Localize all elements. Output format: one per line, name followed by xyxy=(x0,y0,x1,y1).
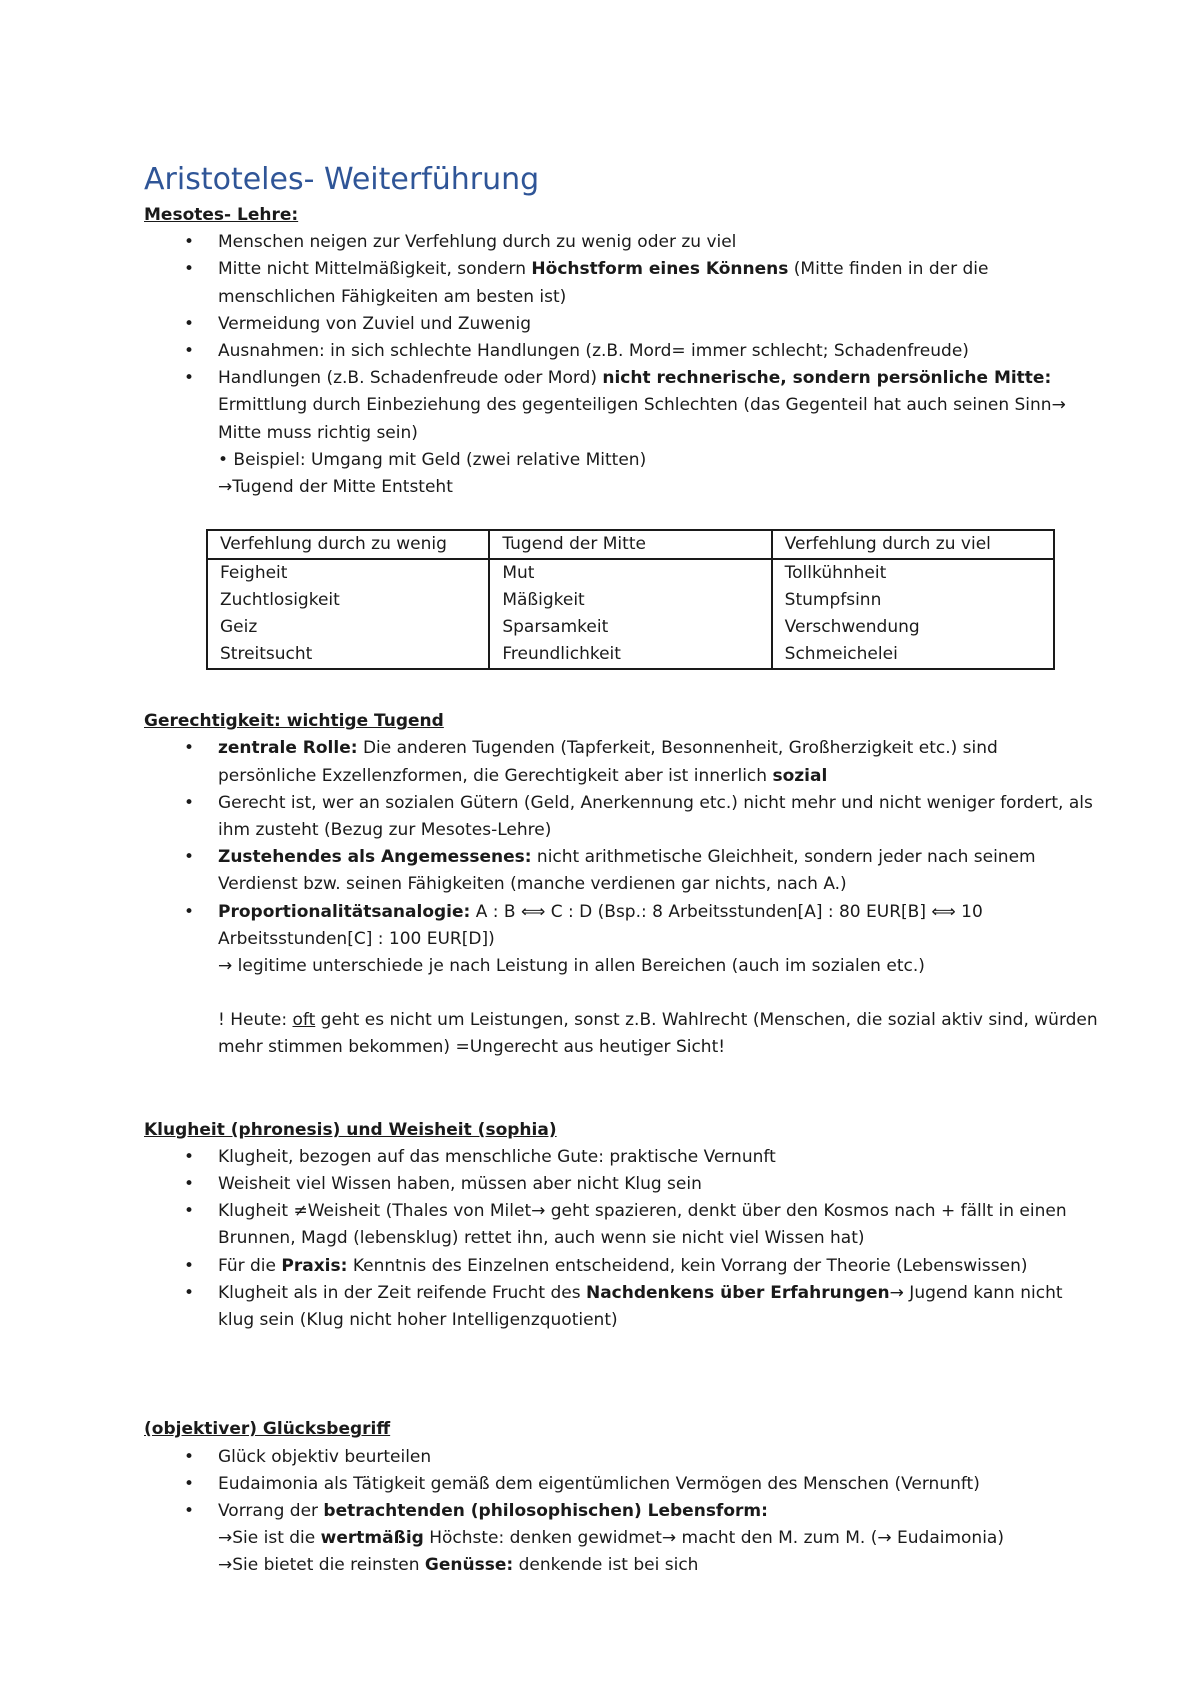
cell-line: Mäßigkeit xyxy=(502,590,585,611)
list-item-text: Die anderen Tugenden (Tapferkeit, Besonnenheit, Großherzigkeit etc.) sind persönliche Exzellenzformen, die Gerechtigkeit aber ist innerlich xyxy=(218,738,998,786)
cell-line: Streitsucht xyxy=(220,644,313,665)
list-item-text: Für die xyxy=(218,1255,282,1276)
cell-line: Zuchtlosigkeit xyxy=(220,590,340,611)
list-item-text: nicht arithmetische Gleichheit, sondern jeder nach seinem Verdienst bzw. seinen Fähigkeiten (manche verdienen gar nichts, nach A.) xyxy=(218,847,1036,895)
bold-text: betrachtenden (philosophischen) Lebensform: xyxy=(323,1500,768,1521)
cell-line: Geiz xyxy=(220,617,258,638)
list-item-text: Gerecht ist, wer an sozialen Gütern (Geld, Anerkennung etc.) nicht mehr und nicht weniger fordert, als ihm zusteht (Bezug zur Mesotes-Lehre) xyxy=(218,792,1093,841)
table-header-row xyxy=(207,530,1054,559)
bold-text: Praxis: xyxy=(281,1255,348,1276)
list-item xyxy=(144,311,1100,338)
bold-text: Höchstform eines Könnens xyxy=(531,259,789,280)
cell-line: Sparsamkeit xyxy=(502,617,609,638)
list-item xyxy=(144,844,1100,898)
bold-text: Zustehendes als Angemessenes: xyxy=(218,847,532,868)
cell-line: Tollkühnheit xyxy=(784,563,887,584)
table-cell xyxy=(772,559,1054,669)
bold-text: Genüsse: xyxy=(424,1555,514,1576)
bold-text: nicht rechnerische, sondern persönliche Mitte: xyxy=(602,368,1052,389)
table-cell xyxy=(207,559,489,669)
list-item-text: Kenntnis des Einzelnen entscheidend, kein Vorrang der Theorie (Lebenswissen) xyxy=(347,1255,1028,1276)
table-row xyxy=(207,559,1054,669)
list-item xyxy=(144,790,1100,844)
list-item-text: Menschen neigen zur Verfehlung durch zu wenig oder zu viel xyxy=(218,232,737,253)
cell-line: Mut xyxy=(502,563,535,584)
section-heading-mesotes: Mesotes- Lehre: xyxy=(144,205,299,225)
list-item-text: Vorrang der xyxy=(218,1500,324,1521)
virtues-table xyxy=(206,529,1055,670)
sub-line: • Beispiel: Umgang mit Geld (zwei relative Mitten) xyxy=(218,449,647,470)
cell-line: Stumpfsinn xyxy=(784,590,882,611)
mesotes-list xyxy=(144,229,1100,501)
list-item-text: A : B ⟺ C : D (Bsp.: 8 Arbeitsstunden[A] : 80 EUR[B] ⟺ 10 Arbeitsstunden[C] : 100 EUR[D]) xyxy=(218,901,983,949)
list-item xyxy=(144,1444,1100,1471)
note-text: ! Heute: xyxy=(218,1010,293,1031)
bold-text: wertmäßig xyxy=(320,1528,424,1549)
klugheit-list xyxy=(144,1144,1100,1334)
sub-line xyxy=(218,1525,1100,1552)
list-item xyxy=(144,735,1100,789)
document-title: Aristoteles- Weiterführung xyxy=(144,162,540,197)
list-item xyxy=(144,1498,1100,1580)
sub-text: Höchste: denken gewidmet→ macht den M. zum M. (→ Eudaimonia) xyxy=(423,1528,1004,1549)
list-item xyxy=(144,229,1100,256)
list-item-text: Ausnahmen: in sich schlechte Handlungen (z.B. Mord= immer schlecht; Schadenfreude) xyxy=(218,341,969,362)
glueck-list xyxy=(144,1444,1100,1580)
bold-text: sozial xyxy=(772,765,828,786)
list-item-text: Ermittlung durch Einbeziehung des gegenteiligen Schlechten (das Gegenteil hat auch seinen Sinn xyxy=(218,395,1052,416)
sub-line: →Tugend der Mitte Entsteht xyxy=(218,477,453,498)
section-heading-gluecksbegriff: (objektiver) Glücksbegriff xyxy=(144,1419,391,1440)
list-item xyxy=(144,1198,1100,1252)
list-item xyxy=(144,899,1100,1062)
section-heading-gerechtigkeit: Gerechtigkeit: wichtige Tugend xyxy=(144,711,444,732)
list-item-text: Handlungen (z.B. Schadenfreude oder Mord) xyxy=(218,368,603,389)
gerechtigkeit-list xyxy=(144,735,1100,1061)
cell-line: Schmeichelei xyxy=(784,644,898,665)
sub-line xyxy=(218,1552,1100,1579)
table-header: Verfehlung durch zu viel xyxy=(772,530,1054,559)
cell-line: Feigheit xyxy=(220,563,288,584)
list-item-text: Vermeidung von Zuviel und Zuwenig xyxy=(218,313,531,334)
sub-text: →Sie bietet die reinsten xyxy=(218,1555,425,1576)
list-item xyxy=(144,256,1100,310)
sub-text: →Sie ist die xyxy=(218,1528,321,1549)
section-heading-klugheit: Klugheit (phronesis) und Weisheit (sophia) xyxy=(144,1119,557,1140)
list-item xyxy=(144,1280,1100,1334)
bold-text: Proportionalitätsanalogie: xyxy=(218,901,471,922)
list-item xyxy=(144,1144,1100,1171)
list-item-text: Klugheit ≠Weisheit (Thales von Milet→ geht spazieren, denkt über den Kosmos nach + fällt in einen Brunnen, Magd (lebensklug) rettet ihn, auch wenn sie nicht viel Wissen hat) xyxy=(218,1201,1067,1249)
cell-line: Verschwendung xyxy=(784,617,920,638)
note-text: geht es nicht um Leistungen, sonst z.B. Wahlrecht (Menschen, die sozial aktiv sind, würden mehr stimmen bekommen) =Ungerecht aus heutiger Sicht! xyxy=(218,1010,1098,1058)
list-item xyxy=(144,365,1100,501)
list-item-text: (Mitte finden in der die menschlichen Fähigkeiten am besten ist) xyxy=(218,259,989,307)
list-item-text: Klugheit, bezogen auf das menschliche Gute: praktische Vernunft xyxy=(218,1146,776,1167)
list-item-text: Eudaimonia als Tätigkeit gemäß dem eigentümlichen Vermögen des Menschen (Vernunft) xyxy=(218,1473,980,1494)
list-item xyxy=(144,1471,1100,1498)
list-item-text: → Mitte muss richtig sein) xyxy=(218,395,1066,443)
list-item xyxy=(144,1171,1100,1198)
list-item xyxy=(144,338,1100,365)
note-line xyxy=(218,1007,1100,1061)
sub-line: → legitime unterschiede je nach Leistung in allen Bereichen (auch im sozialen etc.) xyxy=(218,956,925,977)
list-item xyxy=(144,1253,1100,1280)
cell-line: Freundlichkeit xyxy=(502,644,621,665)
sub-text: denkende ist bei sich xyxy=(513,1555,699,1576)
underlined-text: oft xyxy=(292,1010,316,1031)
table-header: Verfehlung durch zu wenig xyxy=(207,530,489,559)
list-item-text: → Jugend kann nicht klug sein (Klug nicht hoher Intelligenzquotient) xyxy=(218,1282,1063,1331)
bold-text: zentrale Rolle: xyxy=(218,738,358,759)
list-item-text: Weisheit viel Wissen haben, müssen aber nicht Klug sein xyxy=(218,1174,702,1195)
list-item-text: Mitte nicht Mittelmäßigkeit, sondern xyxy=(218,259,532,280)
list-item-text: Glück objektiv beurteilen xyxy=(218,1446,432,1467)
table-header: Tugend der Mitte xyxy=(489,530,771,559)
list-item-text: Klugheit als in der Zeit reifende Frucht des xyxy=(218,1282,586,1303)
table-cell xyxy=(489,559,771,669)
bold-text: Nachdenkens über Erfahrungen xyxy=(585,1282,890,1303)
